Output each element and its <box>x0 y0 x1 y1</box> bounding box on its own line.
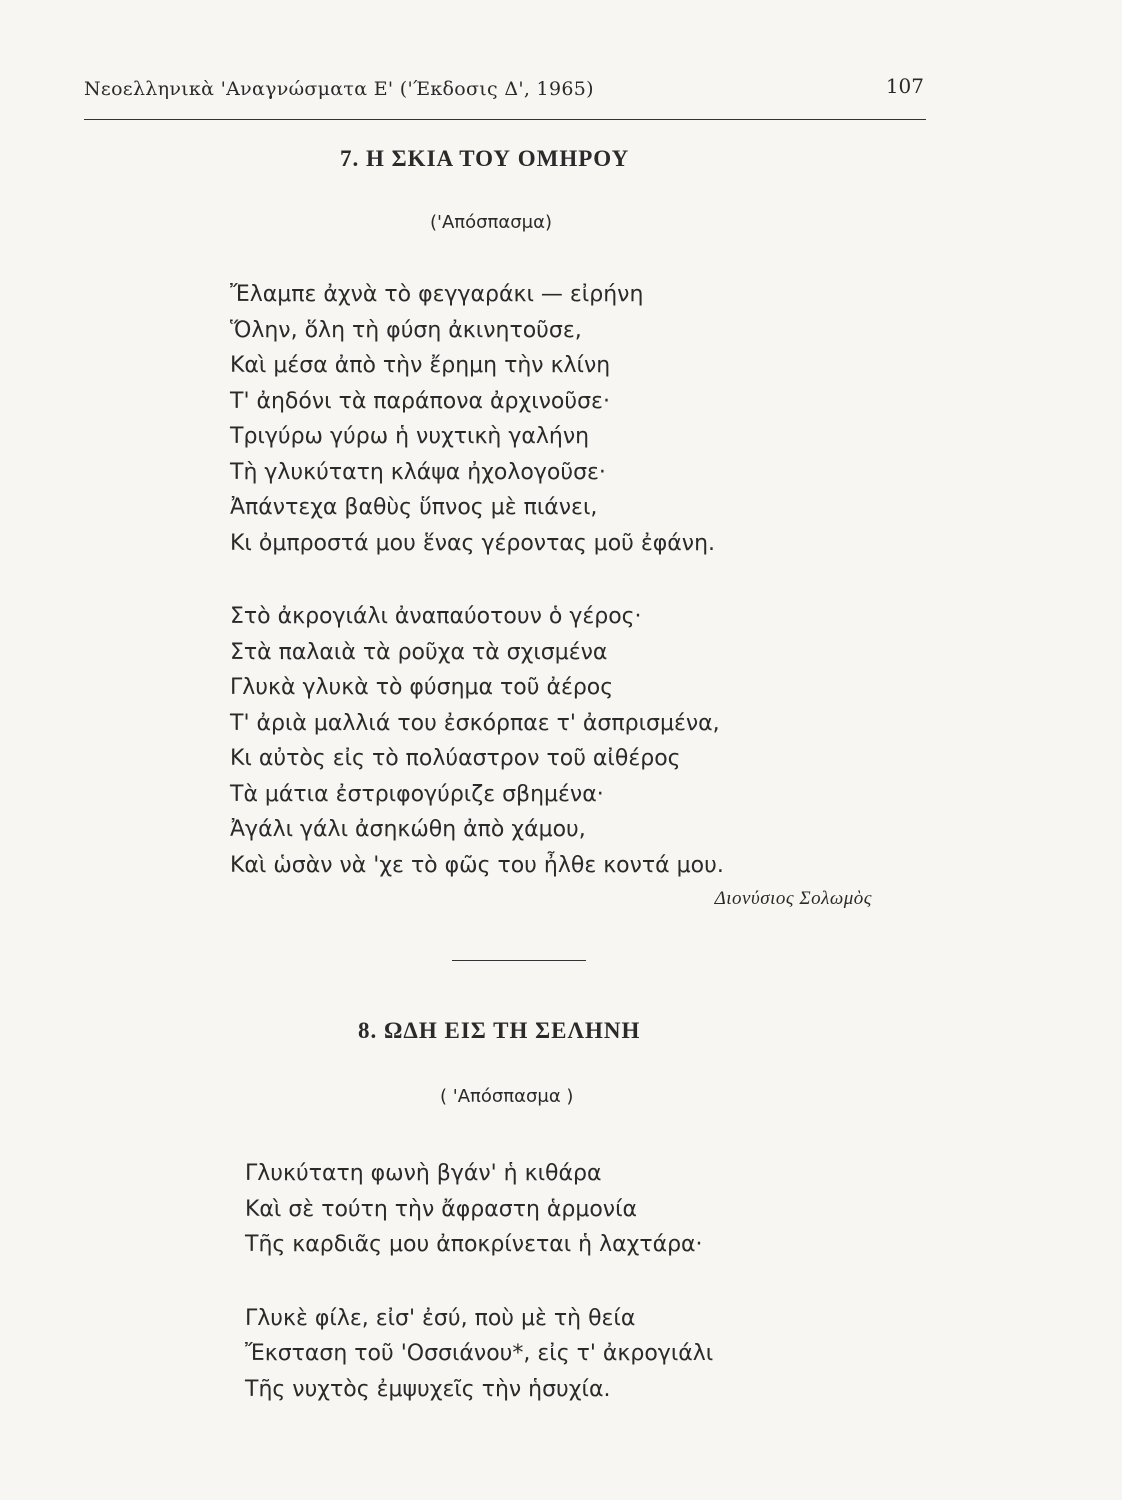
stanza-gap <box>245 1263 713 1301</box>
poem-subtitle: ('Απόσπασμα) <box>430 212 552 233</box>
running-title: Νεοελληνικὰ 'Αναγνώσματα Ε' ('Έκδοσις Δ', 1965) <box>84 78 594 100</box>
verse-line: Τὰ μάτια ἐστριφογύριζε σβημένα· <box>230 781 604 807</box>
section-divider <box>452 960 586 961</box>
verse-line: Ἔκσταση τοῦ 'Οσσιάνου*, εἰς τ' ἀκρογιάλι <box>245 1341 714 1366</box>
verse-line: Τῆς καρδιᾶς μου ἀποκρίνεται ἡ λαχτάρα· <box>245 1232 703 1257</box>
verse-line: Τῆς νυχτὸς ἐμψυχεῖς τὴν ἡσυχία. <box>245 1376 611 1402</box>
verse-line: Τ' ἀριὰ μαλλιά του ἐσκόρπαε τ' ἀσπρισμένα, <box>230 710 720 736</box>
verse-line: Τριγύρω γύρω ἡ νυχτικὴ γαλήνη <box>230 424 590 449</box>
verse-line: Γλυκὰ γλυκὰ τὸ φύσημα τοῦ ἀέρος <box>230 675 614 700</box>
verse-line: Γλυκύτατη φωνὴ βγάν' ἡ κιθάρα <box>245 1161 602 1186</box>
stanza-gap <box>230 561 724 599</box>
poem-subtitle: ( 'Απόσπασμα ) <box>440 1086 574 1107</box>
verse-line: Γλυκὲ φίλε, εἰσ' ἐσύ, ποὺ μὲ τὴ θεία <box>245 1305 636 1331</box>
verse-line: Ὅλην, ὅλη τὴ φύση ἀκινητοῦσε, <box>230 317 582 343</box>
verse-line: Τὴ γλυκύτατη κλάψα ἠχολογοῦσε· <box>230 459 606 485</box>
poem-title: 8. ΩΔΗ ΕΙΣ ΤΗ ΣΕΛΗΝΗ <box>358 1018 641 1043</box>
stanza <box>230 277 724 561</box>
verse-line: Στὰ παλαιὰ τὰ ροῦχα τὰ σχισμένα <box>230 639 608 665</box>
poem-body <box>245 1156 713 1407</box>
verse-line: Τ' ἀηδόνι τὰ παράπονα ἀρχινοῦσε· <box>230 388 610 414</box>
verse-line: Ἔλαμπε ἀχνὰ τὸ φεγγαράκι — εἰρήνη <box>230 282 644 307</box>
verse-line: Καὶ ὡσὰν νὰ 'χε τὸ φῶς του ἦλθε κοντά μου. <box>230 852 724 878</box>
stanza <box>245 1301 713 1408</box>
verse-line: Καὶ μέσα ἀπὸ τὴν ἔρημη τὴν κλίνη <box>230 353 611 378</box>
page-number: 107 <box>885 74 924 98</box>
verse-line: Ἀπάντεχα βαθὺς ὕπνος μὲ πιάνει, <box>230 495 598 520</box>
verse-line: Κι ὀμπροστά μου ἕνας γέροντας μοῦ ἐφάνη. <box>230 530 716 556</box>
running-header <box>84 72 926 106</box>
stanza <box>230 599 724 883</box>
poem-author: Διονύσιος Σολωμὸς <box>714 888 872 909</box>
verse-line: Κι αὐτὸς εἰς τὸ πολύαστρον τοῦ αἰθέρος <box>230 746 681 771</box>
stanza <box>245 1156 713 1263</box>
verse-line: Καὶ σὲ τούτη τὴν ἄφραστη ἁρμονία <box>245 1196 638 1222</box>
poem-title: 7. Η ΣΚΙΑ ΤΟΥ ΟΜΗΡΟΥ <box>340 146 630 171</box>
poem-body <box>230 277 724 883</box>
verse-line: Ἀγάλι γάλι ἀσηκώθη ἀπὸ χάμου, <box>230 817 586 842</box>
verse-line: Στὸ ἀκρογιάλι ἀναπαύοτουν ὁ γέρος· <box>230 604 642 629</box>
header-rule <box>84 119 926 120</box>
